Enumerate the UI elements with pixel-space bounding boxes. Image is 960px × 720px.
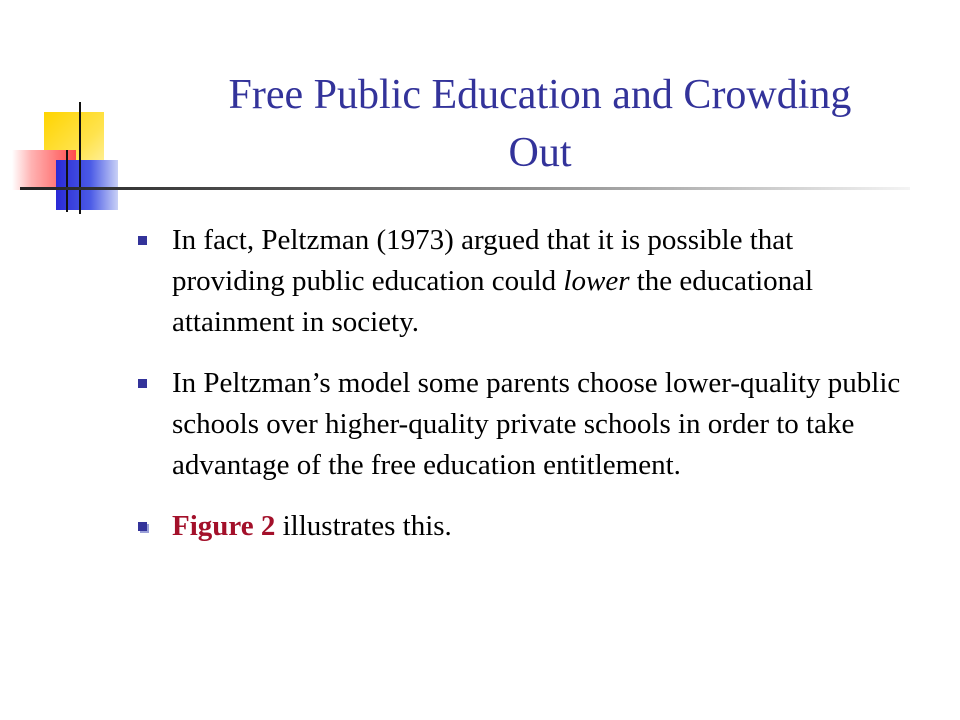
bullet-1-text-after: the educational attainment in society. (172, 265, 814, 338)
bullet-item-1 (130, 220, 910, 343)
bullet-3-text-after: illustrates this. (275, 510, 452, 542)
bullet-marker-icon (138, 522, 147, 531)
bullet-2-text: In Peltzman’s model some parents choose lower-quality public schools over higher-quality private schools in order to take advantage of the free education entitlement. (172, 367, 901, 481)
bullet-1-text-before: In fact, Peltzman (1973) argued that it is possible that providing public education could (172, 224, 794, 297)
bullet-item-2 (130, 363, 910, 486)
bullet-list (130, 220, 910, 567)
bullet-item-3 (130, 506, 910, 547)
title-line-2: Out (508, 130, 572, 176)
slide-title (150, 66, 930, 182)
figure-2-link[interactable]: Figure 2 (172, 510, 276, 542)
logo-vertical-line-2 (66, 150, 68, 212)
slide-logo (0, 0, 140, 230)
title-line-1: Free Public Education and Crowding (228, 72, 852, 118)
bullet-1-emphasis: lower (563, 265, 630, 297)
bullet-marker-icon (138, 379, 147, 388)
title-underline (20, 187, 910, 190)
logo-vertical-line (79, 102, 81, 214)
bullet-marker-icon (138, 236, 147, 245)
